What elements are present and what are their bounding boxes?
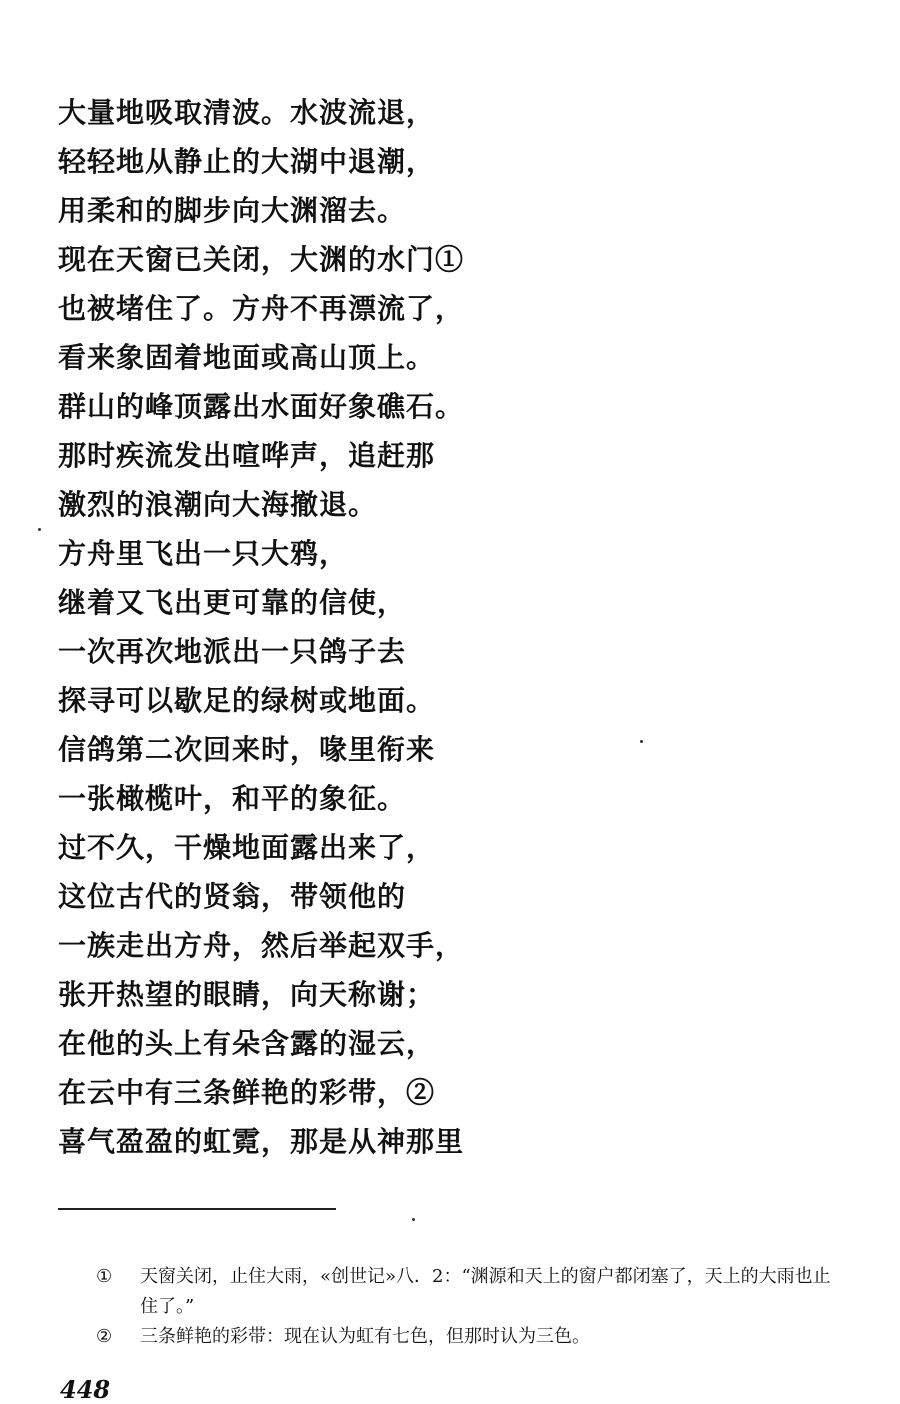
page-number: 448 — [60, 1375, 111, 1404]
poem-line: 张开热望的眼睛，向天称谢； — [58, 978, 436, 1011]
poem-line: 过不久，干燥地面露出来了， — [58, 831, 436, 864]
poem-line: 探寻可以歇足的绿树或地面。 — [58, 684, 436, 717]
poem-line: 一族走出方舟，然后举起双手， — [58, 929, 465, 962]
poem-line: 大量地吸取清波。水波流退， — [58, 96, 436, 129]
poem-line: 激烈的浪潮向大海撤退。 — [58, 488, 378, 521]
scan-speck — [640, 740, 643, 743]
poem-line: 方舟里飞出一只大鸦， — [58, 537, 349, 570]
poem-line: 看来象固着地面或高山顶上。 — [58, 341, 436, 374]
poem-line: 信鸽第二次回来时，喙里衔来 — [58, 733, 436, 766]
poem-line: 轻轻地从静止的大湖中退潮， — [58, 145, 436, 178]
footnote-1 — [96, 1262, 836, 1322]
poem-line: 也被堵住了。方舟不再漂流了， — [58, 292, 465, 325]
poem-line: 一张橄榄叶，和平的象征。 — [58, 782, 407, 815]
poem-line: 喜气盈盈的虹霓，那是从神那里 — [58, 1125, 465, 1158]
poem-line: 那时疾流发出喧哗声，追赶那 — [58, 439, 436, 472]
poem-line: 用柔和的脚步向大渊溜去。 — [58, 194, 407, 227]
footnote-marker: ① — [96, 1266, 113, 1287]
poem-line: 群山的峰顶露出水面好象礁石。 — [58, 390, 465, 423]
poem-line: 在他的头上有朵含露的湿云， — [58, 1027, 436, 1060]
poem-line: 在云中有三条鲜艳的彩带，② — [58, 1076, 436, 1109]
poem-line: 现在天窗已关闭，大渊的水门① — [58, 243, 465, 276]
footnote-text: 三条鲜艳的彩带：现在认为虹有七色，但那时认为三色。 — [140, 1326, 590, 1347]
poem-line: 一次再次地派出一只鸽子去 — [58, 635, 407, 668]
footnotes — [96, 1262, 836, 1352]
scan-speck — [38, 528, 41, 531]
poem-line: 继着又飞出更可靠的信使， — [58, 586, 407, 619]
scan-speck — [412, 1218, 415, 1221]
footnote-divider — [58, 1208, 336, 1210]
poem-body — [58, 88, 838, 1166]
poem-line: 这位古代的贤翁，带领他的 — [58, 880, 407, 913]
footnote-2 — [96, 1322, 836, 1352]
footnote-marker: ② — [96, 1326, 113, 1347]
footnote-text: 天窗关闭，止住大雨，«创世记»八．2：“渊源和天上的窗户都闭塞了，天上的大雨也止住了。” — [140, 1266, 831, 1317]
